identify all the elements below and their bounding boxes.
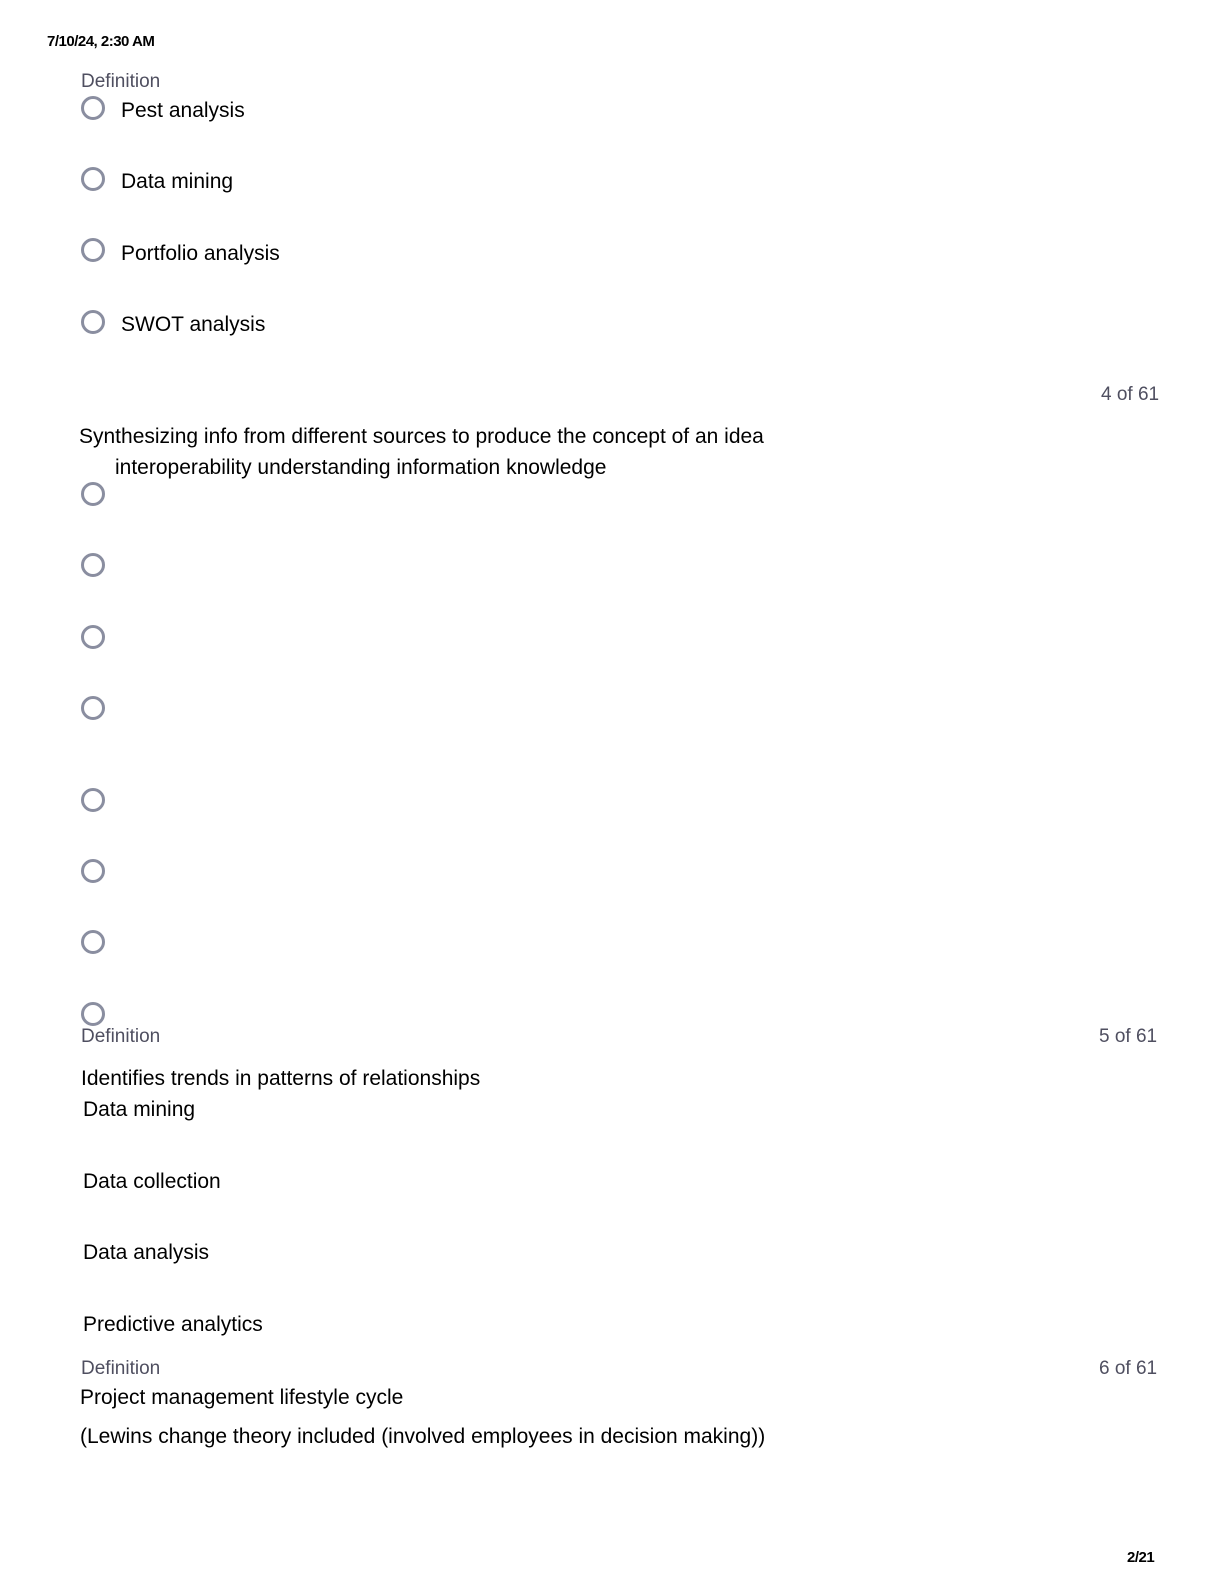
radio-icon[interactable] bbox=[81, 482, 105, 506]
option-label[interactable]: Data mining bbox=[83, 1098, 196, 1121]
question-counter: 4 of 61 bbox=[1101, 384, 1160, 405]
option-label[interactable]: Data analysis bbox=[83, 1241, 210, 1264]
option-label: Data mining bbox=[121, 170, 234, 193]
option-label: Portfolio analysis bbox=[121, 242, 280, 265]
radio-icon[interactable] bbox=[81, 788, 105, 812]
radio-icon[interactable] bbox=[81, 696, 105, 720]
option-label[interactable]: Data collection bbox=[83, 1170, 221, 1193]
question-text: Synthesizing info from different sources to produce the concept of an idea bbox=[79, 425, 764, 448]
section-label-definition: Definition bbox=[81, 1026, 161, 1047]
print-timestamp: 7/10/24, 2:30 AM bbox=[47, 33, 155, 50]
option-label: SWOT analysis bbox=[121, 313, 266, 336]
radio-icon[interactable] bbox=[81, 553, 105, 577]
radio-icon[interactable] bbox=[81, 859, 105, 883]
page-number: 2/21 bbox=[1127, 1549, 1155, 1566]
radio-icon[interactable] bbox=[81, 96, 105, 120]
radio-icon[interactable] bbox=[81, 1002, 105, 1026]
question-text: Identifies trends in patterns of relationships bbox=[81, 1067, 481, 1090]
radio-icon[interactable] bbox=[81, 930, 105, 954]
option-label[interactable]: Predictive analytics bbox=[83, 1313, 263, 1336]
radio-icon[interactable] bbox=[81, 238, 105, 262]
section-label-definition: Definition bbox=[81, 71, 161, 92]
radio-icon[interactable] bbox=[81, 167, 105, 191]
radio-icon[interactable] bbox=[81, 310, 105, 334]
radio-icon[interactable] bbox=[81, 625, 105, 649]
note-text: (Lewins change theory included (involved employees in decision making)) bbox=[80, 1425, 766, 1448]
section-label-definition: Definition bbox=[81, 1358, 161, 1379]
option-label: Pest analysis bbox=[121, 99, 245, 122]
question-counter: 6 of 61 bbox=[1099, 1358, 1158, 1379]
options-text: interoperability understanding information knowledge bbox=[115, 456, 607, 479]
question-text: Project management lifestyle cycle bbox=[80, 1386, 404, 1409]
question-counter: 5 of 61 bbox=[1099, 1026, 1158, 1047]
